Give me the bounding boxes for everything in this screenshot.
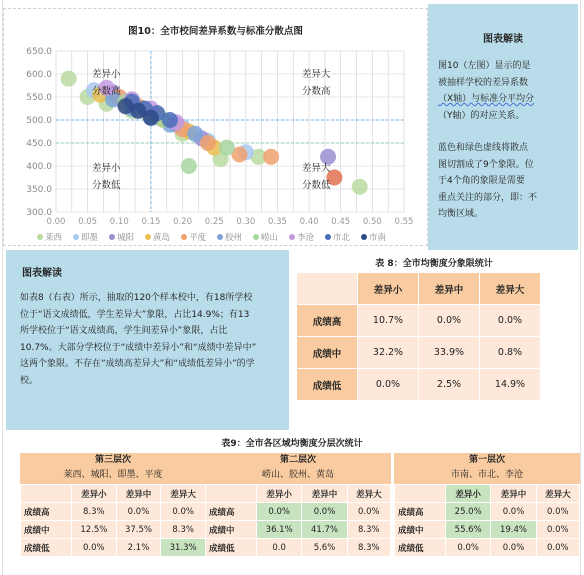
y-tick-label: 450.0 <box>26 139 52 149</box>
table-cell: 0.0% <box>302 503 347 521</box>
table-corner <box>395 485 446 503</box>
row-header: 成绩高 <box>395 503 446 521</box>
table-cell: 0.0% <box>491 539 536 557</box>
legend-label: 莱西 <box>45 233 63 243</box>
explanation-line: 重点关注的部分，即：不 <box>438 192 538 203</box>
explanation-line: 均衡区域。 <box>438 209 484 219</box>
x-tick-label: 0.50 <box>362 217 382 227</box>
table-cell: 0.0% <box>536 521 579 539</box>
table-cell: 8.3% <box>347 521 390 539</box>
legend-label: 即墨 <box>81 233 99 243</box>
quadrant-label: 差异大 <box>302 163 331 174</box>
table-corner <box>206 485 257 503</box>
explanation-box-right <box>428 4 578 250</box>
table-cell: 10.7% <box>358 305 419 337</box>
tier-table <box>394 484 580 557</box>
scatter-point <box>263 149 279 165</box>
tier-title: 第二层次 <box>205 453 391 467</box>
explanation-line: 位于“语文成绩低，学生差异大”象限，占比14.9%；有13 <box>20 309 250 320</box>
legend-marker <box>361 234 367 240</box>
x-tick-label: 0.55 <box>394 217 414 227</box>
table-cell: 8.3% <box>347 539 390 557</box>
x-tick-label: 0.35 <box>267 217 287 227</box>
explanation-heading: 图表解读 <box>22 268 62 279</box>
y-tick-label: 400.0 <box>26 162 52 172</box>
legend-marker <box>109 234 115 240</box>
row-header: 成绩低 <box>297 369 358 401</box>
table-cell: 0.0% <box>419 305 480 337</box>
table-cell: 0.0% <box>536 539 579 557</box>
x-tick-label: 0.05 <box>78 217 98 227</box>
row-header: 成绩高 <box>21 503 72 521</box>
explanation-body <box>20 290 278 389</box>
explanation-line: 校。 <box>20 375 39 386</box>
column-header: 差异小 <box>358 273 419 305</box>
explanation-heading: 图表解读 <box>483 34 523 45</box>
scatter-chart <box>4 9 429 247</box>
legend-marker <box>325 234 331 240</box>
legend-marker <box>181 234 187 240</box>
legend-marker <box>145 234 151 240</box>
tier-regions: 莱西、城阳、即墨、平度 <box>20 467 206 484</box>
legend-marker <box>73 234 79 240</box>
explanation-line: 蓝色和绿色虚线将散点 <box>438 143 529 153</box>
row-header: 成绩高 <box>297 305 358 337</box>
row-header: 成绩低 <box>395 539 446 557</box>
column-header: 差异小 <box>72 485 117 503</box>
scatter-point <box>187 126 203 142</box>
legend-marker <box>37 234 43 240</box>
legend-label: 崂山 <box>261 233 279 243</box>
y-tick-label: 650.0 <box>26 47 52 57</box>
tier-regions: 市南、市北、李沧 <box>394 467 580 484</box>
table-cell: 0.0% <box>480 305 541 337</box>
column-header: 差异小 <box>446 485 491 503</box>
explanation-line: 图切割成了9个象限。位 <box>438 159 534 170</box>
column-header: 差异中 <box>419 273 480 305</box>
explanation-line: （Y轴）的对应关系。 <box>438 110 525 121</box>
table-cell: 41.7% <box>302 521 347 539</box>
explanation-line: 10.7%。大部分学校位于“成绩中差异小”和“成绩中差异中” <box>20 342 257 353</box>
column-header: 差异中 <box>116 485 161 503</box>
quadrant-label: 分数高 <box>92 86 121 97</box>
scatter-point <box>352 179 368 195</box>
quadrant-label: 差异小 <box>92 69 121 80</box>
column-header: 差异大 <box>347 485 390 503</box>
y-tick-label: 550.0 <box>26 93 52 103</box>
table-cell: 8.3% <box>72 503 117 521</box>
table-cell: 19.4% <box>491 521 536 539</box>
table-cell: 0.0% <box>347 503 390 521</box>
column-header: 差异大 <box>536 485 579 503</box>
y-tick-label: 500.0 <box>26 116 52 126</box>
column-header: 差异中 <box>491 485 536 503</box>
row-header: 成绩中 <box>297 337 358 369</box>
scatter-point <box>61 71 77 87</box>
legend-label: 城阳 <box>117 233 135 243</box>
table-cell: 55.6% <box>446 521 491 539</box>
x-tick-label: 0.45 <box>331 217 351 227</box>
explanation-line: 图10（左图）显示的是 <box>438 61 531 71</box>
explanation-line: 所学校位于“语文成绩高，学生间差异小”象限，占比 <box>20 326 228 336</box>
quadrant-label: 差异大 <box>302 69 331 80</box>
tier-third <box>20 453 206 575</box>
quadrant-label: 分数低 <box>302 180 331 191</box>
quadrant-label: 分数高 <box>302 86 331 97</box>
table-cell: 5.6% <box>302 539 347 557</box>
scatter-point <box>219 140 235 156</box>
x-tick-label: 0.40 <box>299 217 319 227</box>
table-cell: 37.5% <box>116 521 161 539</box>
table-cell: 0.0% <box>491 503 536 521</box>
tier-second <box>205 453 391 575</box>
row-header: 成绩中 <box>395 521 446 539</box>
table-cell: 2.5% <box>419 369 480 401</box>
x-tick-label: 0.15 <box>141 217 161 227</box>
table-cell: 0.0% <box>257 503 302 521</box>
row-header: 成绩中 <box>21 521 72 539</box>
table-cell: 14.9% <box>480 369 541 401</box>
legend-label: 市北 <box>333 233 351 243</box>
row-header: 成绩低 <box>21 539 72 557</box>
table-cell: 25.0% <box>446 503 491 521</box>
tier-table <box>20 484 206 557</box>
table-corner <box>297 273 358 305</box>
explanation-body <box>438 58 568 223</box>
row-header: 成绩低 <box>206 539 257 557</box>
column-header: 差异小 <box>257 485 302 503</box>
table8-caption: 表 8：全市均衡度分象限统计 <box>375 259 493 269</box>
quadrant-label: 差异小 <box>92 163 121 174</box>
table8 <box>296 272 541 401</box>
tier-table <box>205 484 391 557</box>
table-cell: 0.0 <box>257 539 302 557</box>
explanation-line: 如表8（右表）所示，抽取的120个样本校中，有18所学校 <box>20 293 253 303</box>
legend-label: 黄岛 <box>153 233 171 243</box>
x-tick-label: 0.25 <box>204 217 224 227</box>
explanation-line: 被抽样学校的差异系数 <box>438 77 529 88</box>
x-tick-label: 0.10 <box>109 217 129 227</box>
explanation-box-left <box>6 250 289 430</box>
table-cell: 36.1% <box>257 521 302 539</box>
y-tick-label: 300.0 <box>26 208 52 218</box>
table-cell: 0.0% <box>116 503 161 521</box>
table-cell: 12.5% <box>72 521 117 539</box>
explanation-line: （X轴）与标准分平均分 <box>438 94 535 104</box>
scatter-point <box>162 112 178 128</box>
x-tick-label: 0.30 <box>236 217 256 227</box>
table9-caption: 表9：全市各区域均衡度分层次统计 <box>221 439 363 449</box>
x-tick-label: 0.00 <box>46 217 66 227</box>
table-cell: 0.0% <box>446 539 491 557</box>
legend-marker <box>253 234 259 240</box>
x-tick-label: 0.20 <box>173 217 193 227</box>
table-cell: 32.2% <box>358 337 419 369</box>
y-tick-label: 350.0 <box>26 185 52 195</box>
y-tick-label: 600.0 <box>26 70 52 80</box>
scatter-chart-panel <box>3 8 428 246</box>
scatter-point <box>181 158 197 174</box>
column-header: 差异大 <box>161 485 206 503</box>
column-header: 差异中 <box>302 485 347 503</box>
legend-label: 胶州 <box>225 233 243 243</box>
table-cell: 31.3% <box>161 539 206 557</box>
table-cell: 0.0% <box>536 503 579 521</box>
tier-title: 第一层次 <box>394 453 580 467</box>
tier-regions: 崂山、胶州、黄岛 <box>205 467 391 484</box>
legend-label: 平度 <box>189 233 207 243</box>
table-cell: 0.0% <box>358 369 419 401</box>
chart-title: 图10：全市校间差异系数与标准分散点图 <box>128 26 303 37</box>
legend-marker <box>217 234 223 240</box>
column-header: 差异大 <box>480 273 541 305</box>
explanation-line: 这两个象限。不存在“成绩高差异大”和“成绩低差异小”的学 <box>20 359 255 369</box>
scatter-point <box>143 110 159 126</box>
legend-label: 李沧 <box>297 233 315 243</box>
table-corner <box>21 485 72 503</box>
row-header: 成绩中 <box>206 521 257 539</box>
table-cell: 33.9% <box>419 337 480 369</box>
table-cell: 0.0% <box>161 503 206 521</box>
legend-marker <box>289 234 295 240</box>
tier-first <box>394 453 580 575</box>
table-cell: 0.8% <box>480 337 541 369</box>
legend-label: 市南 <box>369 233 387 243</box>
quadrant-label: 分数低 <box>92 180 121 191</box>
table-cell: 0.0% <box>72 539 117 557</box>
explanation-line: 于4个角的象限是需要 <box>438 176 525 186</box>
row-header: 成绩高 <box>206 503 257 521</box>
tier-title: 第三层次 <box>20 453 206 467</box>
table-cell: 2.1% <box>116 539 161 557</box>
table-cell: 8.3% <box>161 521 206 539</box>
